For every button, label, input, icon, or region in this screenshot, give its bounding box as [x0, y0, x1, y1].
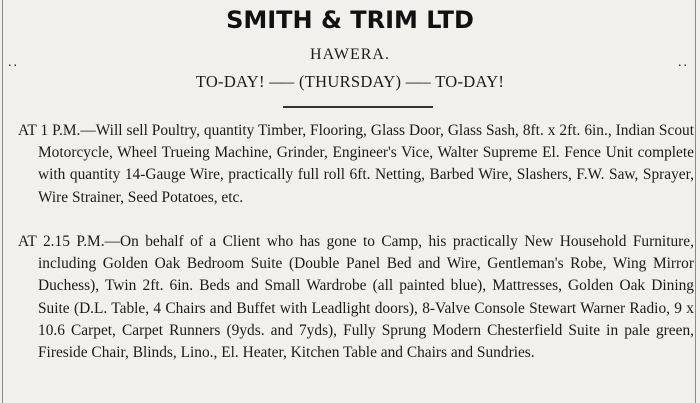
company-name: SMITH & TRIM LTD	[226, 6, 474, 34]
left-ornament-dots: ..	[8, 55, 19, 70]
divider-rule	[283, 106, 433, 108]
sale-day-line: TO-DAY! —– (THURSDAY) —– TO-DAY!	[195, 72, 505, 91]
auction-entry-1pm: AT 1 P.M.—Will sell Poultry, quantity Timber, Flooring, Glass Door, Glass Sash, 8ft. x 2ft. 6in., Indian Scout Motorcycle, Wheel Trueing Machine, Grinder, Engineer's Vice, Walter Supreme El. Fence Unit complete with quantity 14-Gauge Wire, practically full roll 6ft. Netting, Barbed Wire, Slashers, F.W. Saw, Sprayer, Wire Strainer, Seed Potatoes, etc.	[18, 122, 694, 206]
town-name: HAWERA.	[310, 46, 390, 63]
right-ornament-dots: ..	[678, 55, 689, 70]
auction-entry-215pm: AT 2.15 P.M.—On behalf of a Client who has gone to Camp, his practically New Household Furniture, including Golden Oak Bedroom Suite (Double Panel Bed and Wire, Gentleman's Robe, Wing Mirror Duchess), Twin 2ft. 6in. Beds and Small Wardrobe (all painted blue), Mattresses, Golden Oak Dining Suite (D.L. Table, 4 Chairs and Buffet with Leadlight doors), 8-Valve Console Stewart Warner Radio, 9 x 10.6 Carpet, Carpet Runners (9yds. and 7yds), Fully Sprung Modern Chesterfield Suite in pale green, Fireside Chair, Blinds, Lino., El. Heater, Kitchen Table and Chairs and Sundries.	[18, 233, 694, 362]
